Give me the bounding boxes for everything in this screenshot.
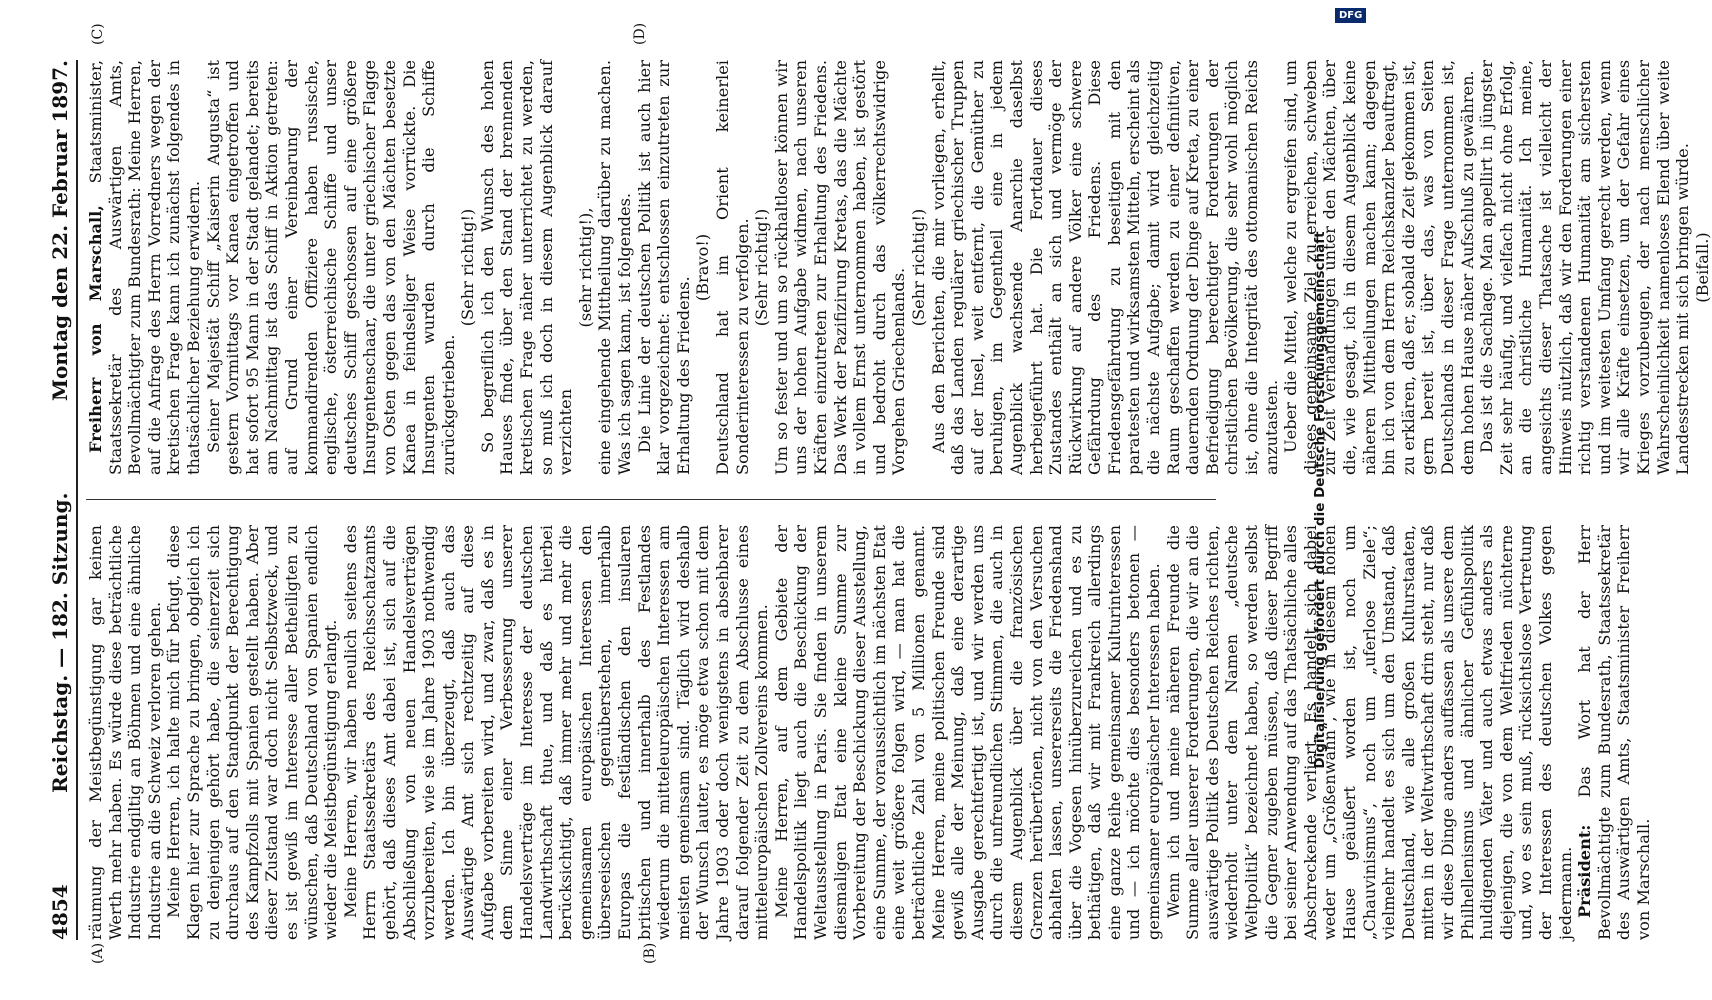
left-column	[86, 525, 1653, 940]
speaker-name: Präsident:	[1575, 824, 1595, 918]
paragraph: So begreiflich ich den Wunsch des hohen Hauses finde, über den Stand der brennenden kretischen Frage näher unterrichtet zu werden, so muß ich doch in diesem Augenblick darauf verzichten	[477, 60, 576, 475]
president-paragraph	[1575, 525, 1653, 940]
interjection: (Beifall.)	[1692, 232, 1712, 303]
column-divider	[86, 499, 1216, 500]
credit-text: Digitalisierung gefördert durch die Deutsche Forschungsgemeinschaft	[1312, 231, 1328, 769]
margin-marker-b: (B)	[642, 942, 658, 964]
paragraph: Das ist die Sachlage. Man appellirt in jüngster Zeit sehr häufig, und vielfach nicht ohne Erfolg, an die christliche Humanität. Ich meine, angesichts dieser Thatsache ist vielleicht der Hinweis nützlich, daß wir den Forderungen einer richtig verstandenen Humanität am sichersten und im weitesten Umfang gerecht werden, wenn wir alle Kräfte einsetzen, um der Gefahr eines Krieges vorzubeugen, der nach menschlicher Wahrscheinlichkeit namenloses Elend über weite Landesstrecken mit sich bringen würde.	[1477, 60, 1693, 475]
speaker-text: Das Wort hat der Herr Bevollmächtigte zum Bundesrath, Staatssekretär des Auswärtigen Amts, Staatsminister Freiherr von Marschall.	[1575, 525, 1653, 940]
page-title: Reichstag. — 182. Sitzung.	[48, 492, 72, 793]
speaker-text: Staatsminister, Staatssekretär des Auswärtigen Amts, Bevollmächtigter zum Bundesrath: Meine Herren, auf die Anfrage des Herrn Vorredners wegen der kretischen Frage kann ich zunächst folgendes in thatsächlicher Beziehung erwidern.	[86, 60, 203, 475]
dfg-logo: DFG	[1335, 8, 1366, 23]
interjection: (Bravo!)	[693, 233, 713, 302]
header-rule	[76, 60, 78, 940]
paragraph: eine eingehende Mittheilung darüber zu machen. Was ich sagen kann, ist folgendes.	[595, 60, 635, 475]
paragraph: Um so fester und um so rückhaltloser können wir uns der hohen Aufgabe widmen, nach unseren Kräften einzutreten zur Erhaltung des Friedens. Das Werk der Pazifizirung Kretas, das die Mächte in vollem Ernst unternommen haben, ist gestört und bedroht durch das völkerrechtswidrige Vorgehen Griechenlands.	[771, 60, 909, 475]
interjection: (Sehr richtig!)	[752, 208, 772, 327]
interjection: (sehr richtig!),	[575, 207, 595, 328]
page-date: Montag den 22. Februar 1897.	[48, 60, 72, 402]
paragraph: Wenn ich und meine näheren Freunde die Summe aller unserer Forderungen, die wir an die auswärtige Politik des Deutschen Reiches richten, wiederholt unter dem Namen „deutsche Weltpolitik“ bezeichnet haben, so werden selbst die Gegner zugeben müssen, daß dieser Begriff bei seiner Anwendung auf das Thatsächliche alles Abschreckende verliert. Es handelt sich dabei weder um „Größenwahn“, wie in diesem hohen Hause geäußert worden ist, noch um „Chauvinismus“, noch um „uferlose Ziele“; vielmehr handelt es sich um den Umstand, daß Deutschland, wie alle großen Kulturstaaten, mitten in der Weltwirthschaft drin steht, nur daß wir diese Dinge anders auffassen als unsere dem Philhellenismus und ähnlicher Gefühlspolitik huldigenden Väter und auch etwas anders als diejenigen, die von dem Weltfrieden nüchterne und, wo es sein muß, rücksichtslose Vertretung der Interessen des deutschen Volkes gegen jedermann.	[1163, 525, 1575, 940]
page-number: 4854	[48, 884, 72, 940]
paragraph: Seiner Majestät Schiff „Kaiserin Augusta“ ist gestern Vormittags vor Kanea eingetroffen und hat sofort 95 Mann in der Stadt gelandet; bereits am Nachmittag ist das Schiff in Aktion getreten: auf Grund einer Vereinbarung der kommandirenden Offiziere haben russische, englische, österreichische Schiffe und unser deutsches Schiff geschossen auf eine größere Insurgentenschaar, die unter griechischer Flagge von Osten gegen das von den Mächten besetzte Kanea in feindseliger Weise vorrückte. Die Insurgenten wurden durch die Schiffe zurückgetrieben.	[203, 60, 458, 475]
paragraph: Meine Herren, ich halte mich für befugt, diese Klagen hier zur Sprache zu bringen, obgleich ich zu denjenigen gehört habe, die seinerzeit sich durchaus auf den Standpunkt der Berechtigung des Kampfzolls mit Spanien gestellt haben. Aber dieser Zustand war doch nicht Selbstzweck, und es ist gewiß im Interesse aller Betheiligten zu wünschen, daß Deutschland von Spanien endlich wieder die Meistbegünstigung erlangt.	[164, 525, 341, 940]
paragraph: Meine Herren, auf dem Gebiete der Handelspolitik liegt auch die Beschickung der Weltausstellung in Paris. Sie finden in unserem diesmaligen Etat eine kleine Summe zur Vorbereitung der Beschickung dieser Ausstellung, eine Summe, der voraussichtlich im nächsten Etat eine weit größere folgen wird, — man hat die beträchtliche Zahl von 5 Millionen genannt. Meine Herren, meine politischen Freunde sind gewiß alle der Meinung, daß eine derartige Ausgabe gerechtfertigt ist, und wir werden uns durch die unfreundlichen Stimmen, die auch in diesem Augenblick über die französischen Grenzen herübertönen, nicht von den Versuchen abhalten lassen, unsererseits die Friedenshand über die Vogesen hinüberzureichen und es zu bethätigen, daß wir mit Frankreich allerdings eine ganze Reihe gemeinsamer Kulturinteressen und — ich möchte dies besonders betonen — gemeinsamer europäischer Interessen haben.	[771, 525, 1164, 940]
paragraph: Die Linie der deutschen Politik ist auch hier klar vorgezeichnet: entschlossen einzutreten zur Erhaltung des Friedens.	[634, 60, 693, 475]
paragraph: Deutschland hat im Orient keinerlei Sonderinteressen zu verfolgen.	[713, 60, 752, 475]
speech-opening	[86, 60, 204, 475]
paragraph: räumung der Meistbegünstigung gar keinen Werth mehr haben. Es würde diese beträchtliche Industrie endgiltig an Böhmen und eine ähnliche Industrie an die Schweiz verloren gehen.	[86, 525, 164, 940]
interjection: (Sehr richtig!)	[458, 208, 478, 327]
margin-marker-d: (D)	[632, 22, 648, 45]
digitization-credit	[1290, 15, 1350, 985]
page-header	[42, 60, 72, 940]
paragraph: Aus den Berichten, die mir vorliegen, erhellt, daß das Landen regulärer griechischer Truppen auf der Insel, weit entfernt, die Gemüther zu beruhigen, im Gegentheil eine in jedem Augenblick wachsende Anarchie daselbst herbeigeführt hat. Die Fortdauer dieses Zustandes enthält an sich und vermöge der Rückwirkung auf andere Völker eine schwere Gefährdung des Friedens. Diese Friedensgefährdung zu beseitigen mit den paratesten und wirksamsten Mitteln, erscheint als die nächste Aufgabe; damit wird gleichzeitig Raum geschaffen werden zu einer definitiven, dauernden Ordnung der Dinge auf Kreta, zu einer Befriedigung berechtigter Forderungen der christlichen Bevölkerung, die sehr wohl möglich ist, ohne die Integrität des ottomanischen Reichs anzutasten.	[928, 60, 1281, 475]
paragraph: Ueber die Mittel, welche zu ergreifen sind, um dieses gemeinsame Ziel zu erreichen, schweben zur Zeit Verhandlungen unter den Mächten, über die, wie gesagt, ich in diesem Augenblick keine näheren Mittheilungen machen kann; dagegen bin ich von dem Herrn Reichskanzler beauftragt, zu erklären, daß er, sobald die Zeit gekommen ist, gern bereit ist, über das, was von Seiten Deutschlands in dieser Frage unternommen ist, dem hohen Hause näher Aufschluß zu gewähren.	[1281, 60, 1477, 475]
margin-marker-a: (A)	[90, 942, 106, 964]
right-column	[86, 60, 1712, 475]
page-frame	[42, 22, 1712, 964]
paragraph: Meine Herren, wir haben neulich seitens des Herrn Staatssekretärs des Reichsschatzamts gehört, daß dieses Amt dabei ist, sich auf die Abschließung von neuen Handelsverträgen vorzubereiten, wie sie im Jahre 1903 nothwendig werden. Ich bin überzeugt, daß auch das Auswärtige Amt sich rechtzeitig auf diese Aufgabe vorbereiten wird, und zwar, daß es in dem Sinne einer Verbesserung unserer Handelsverträge im Interesse der deutschen Landwirthschaft thue, und daß es hierbei berücksichtigt, daß immer mehr und mehr die gemeinsamen europäischen Interessen den überseeischen gegenüberstehen, innerhalb Europas die festländischen den insularen britischen und innerhalb des Festlandes wiederum die mitteleuropäischen Interessen am meisten gemeinsam sind. Täglich wird deshalb der Wunsch lauter, es möge etwa schon mit dem Jahre 1903 oder doch wenigstens in absehbarer darauf folgender Zeit zu dem Abschlusse eines mitteleuropäischen Zollvereins kommen.	[340, 525, 772, 940]
speaker-name: Freiherr von Marschall,	[86, 205, 105, 453]
margin-marker-c: (C)	[90, 23, 106, 45]
interjection: (Sehr richtig!)	[908, 208, 928, 327]
